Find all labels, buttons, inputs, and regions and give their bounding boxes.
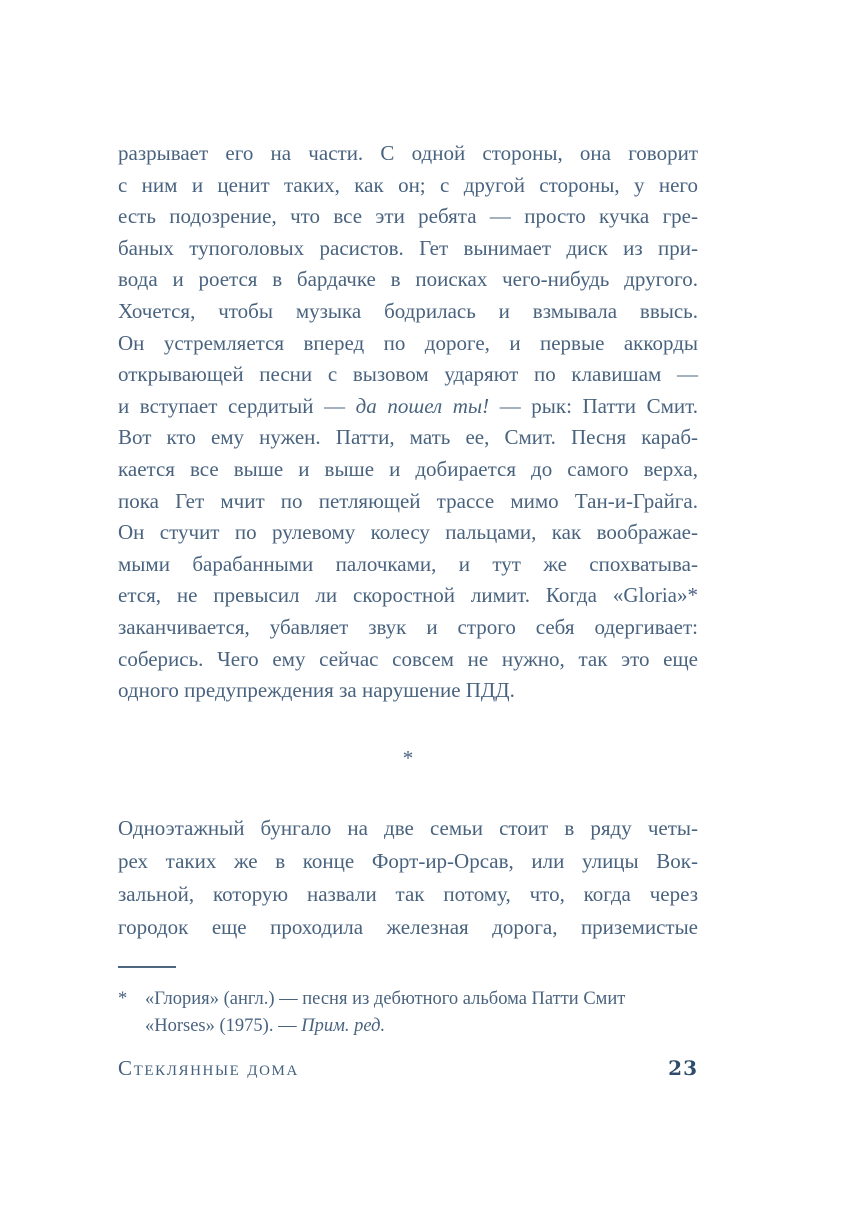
text-line: есть подозрение, что все эти ребята — просто кучка гре- (118, 204, 698, 229)
footnote-line (145, 1013, 698, 1040)
text-segment: «Horses» (1975). — (145, 1016, 302, 1036)
paragraph-2 (118, 812, 698, 944)
text-line: зальной, которую назвали так потому, что, когда через (118, 882, 698, 906)
footnote-text (145, 986, 698, 1040)
section-break-asterisk: * (402, 746, 414, 770)
text-line: Он стучит по рулевому колесу пальцами, как воображае- (118, 520, 698, 545)
footnote-editor-note: Прим. ред. (301, 1016, 386, 1036)
text-line: открывающей песни с вызовом ударяют по клавишам — (118, 362, 698, 387)
text-line: Хочется, чтобы музыка бодрилась и взмывала ввысь. (118, 298, 698, 323)
page-number: 23 (668, 1056, 698, 1080)
text-line: заканчивается, убавляет звук и строго себя одергивает: (118, 614, 698, 639)
text-line: разрывает его на части. С одной стороны, она говорит (118, 141, 698, 165)
footnote (118, 986, 698, 1040)
text-line: пока Гет мчит по петляющей трассе мимо Тан-и-Грайга. (118, 488, 698, 513)
text-segment: — рык: Патти Смит. (489, 393, 698, 418)
text-line: с ним и ценит таких, как он; с другой стороны, у него (118, 172, 698, 197)
footnote-marker: * (118, 989, 128, 1009)
text-line: мыми барабанными палочками, и тут же спохватыва- (118, 551, 698, 576)
text-line: рех таких же в конце Форт-ир-Орсав, или улицы Вок- (118, 849, 698, 873)
text-line: Одноэтажный бунгало на две семьи стоит в ряду четы- (118, 816, 698, 840)
paragraph-1 (118, 138, 698, 707)
text-line-with-italic (118, 391, 698, 423)
footnote-rule (118, 966, 176, 968)
page-footer (118, 1056, 698, 1081)
running-title: Стеклянные дома (118, 1056, 299, 1080)
italic-phrase: да пошел ты! (355, 393, 490, 418)
text-segment: и вступает сердитый — (118, 393, 356, 418)
text-line: Он устремляется вперед по дороге, и первые аккорды (118, 330, 698, 355)
text-line: кается все выше и выше и добирается до самого верха, (118, 456, 698, 481)
footnote-line: «Глория» (англ.) — песня из дебютного альбома Патти Смит (145, 989, 626, 1009)
text-line: баных тупоголовых расистов. Гет вынимает диск из при- (118, 235, 698, 260)
text-line: городок еще проходила железная дорога, приземистые (118, 915, 698, 939)
text-line: ется, не превысил ли скоростной лимит. Когда «Gloria»* (118, 583, 698, 608)
text-line: одного предупреждения за нарушение ПДД. (118, 678, 515, 703)
text-line: вода и роется в бардачке в поисках чего-нибудь другого. (118, 267, 698, 292)
text-line: соберись. Чего ему сейчас совсем не нужно, так это еще (118, 646, 698, 671)
text-line: Вот кто ему нужен. Патти, мать ее, Смит. Песня караб- (118, 425, 698, 450)
